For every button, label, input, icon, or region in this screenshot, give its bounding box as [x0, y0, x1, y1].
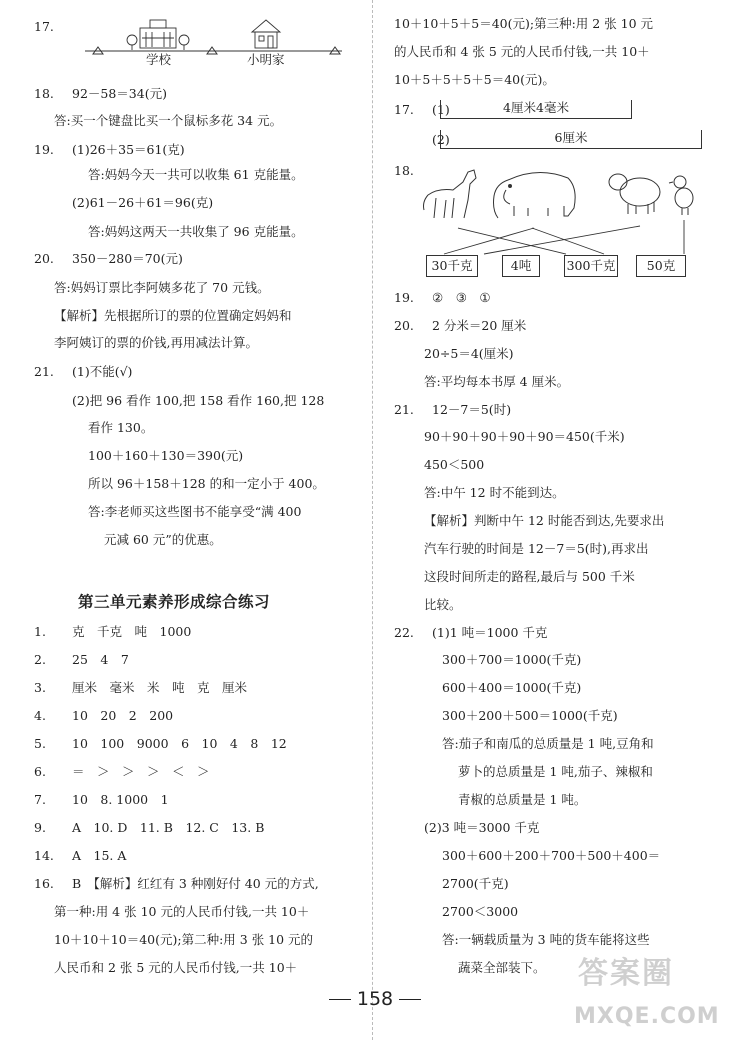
page-dash-left	[329, 999, 351, 1000]
r-q21-line-5: 【解析】判断中午 12 时能否到达,先要求出	[424, 513, 665, 528]
r-q22-line-5: 答:茄子和南瓜的总质量是 1 吨,豆角和	[442, 736, 654, 751]
answer-row	[34, 736, 287, 752]
answer-number: 14.	[34, 848, 54, 863]
segment-1-label: 4厘米4毫米	[503, 100, 569, 115]
r-q21-line-6: 汽车行驶的时间是 12－7＝5(时),再求出	[424, 541, 649, 556]
answer-text: 10 20 2 200	[72, 708, 174, 723]
r-q22-number: 22.	[394, 625, 414, 640]
answer-row	[34, 624, 191, 640]
answer-number: 5.	[34, 736, 46, 751]
watermark-bottom: MXQE.COM	[574, 1004, 720, 1029]
q16-line-3: 10＋10＋10＝40(元);第二种:用 3 张 10 元的	[54, 932, 314, 947]
answer-row	[34, 764, 210, 780]
q17-map-diagram	[80, 14, 350, 74]
r-q22-line-4: 300＋200＋500＝1000(千克)	[442, 708, 618, 723]
answer-row	[34, 848, 126, 864]
r-q21-number: 21.	[394, 402, 414, 417]
q21-line-5: 所以 96＋158＋128 的和一定小于 400。	[88, 476, 325, 491]
q21-line-4: 100＋160＋130＝390(元)	[88, 448, 244, 463]
chick-icon	[669, 176, 693, 215]
q20-line-3: 【解析】先根据所订的票的位置确定妈妈和	[54, 308, 292, 323]
segment-1	[440, 100, 632, 119]
answer-row	[34, 680, 247, 696]
q16-number: 16.	[34, 876, 54, 891]
answer-text: 厘米 毫米 米 吨 克 厘米	[72, 680, 248, 695]
q19-line-3: (2)61－26＋61＝96(克)	[72, 195, 214, 210]
r-q21-line-3: 450＜500	[424, 457, 485, 472]
answer-text: A 10. D 11. B 12. C 13. B	[72, 820, 265, 835]
r-q17-number: 17.	[394, 102, 414, 117]
q18-text-1: 92－58＝34(元)	[72, 86, 167, 101]
r-q21-line-4: 答:中午 12 时不能到达。	[424, 485, 565, 500]
sheep-icon	[609, 174, 660, 214]
q21-text-1: (1)不能(√)	[72, 364, 133, 379]
q20-text-1: 350－280＝70(元)	[72, 251, 183, 266]
r-q22-line-13: 蔬菜全部装下。	[458, 960, 546, 975]
q21-line-7: 元减 60 元”的优惠。	[104, 532, 222, 547]
r-q22-line-9: 300＋600＋200＋700＋500＋400＝	[442, 848, 661, 863]
q19-line-1	[34, 142, 185, 158]
q17-home-label: 小明家	[247, 52, 285, 67]
r-q21-text-1: 12－7＝5(时)	[432, 402, 512, 417]
q19-line-2: 答:妈妈今天一共可以收集 61 克能量。	[88, 167, 304, 182]
q18-line-2: 答:买一个键盘比买一个鼠标多花 34 元。	[54, 113, 283, 128]
r-q20-number: 20.	[394, 318, 414, 333]
q20-line-2: 答:妈妈订票比李阿姨多花了 70 元钱。	[54, 280, 270, 295]
r-q22-line-8: (2)3 吨＝3000 千克	[424, 820, 540, 835]
q16-line-4: 人民币和 2 张 5 元的人民币付钱,一共 10＋	[54, 960, 298, 975]
r-q22-line-11: 2700＜3000	[442, 904, 519, 919]
answer-number: 1.	[34, 624, 46, 639]
answer-row	[34, 708, 173, 724]
page-dash-right	[399, 999, 421, 1000]
r-q21-line-2: 90＋90＋90＋90＋90＝450(千米)	[424, 429, 625, 444]
answer-row	[34, 820, 264, 836]
left-column	[0, 0, 373, 1040]
q21-number: 21.	[34, 364, 54, 379]
answer-text: 10 8. 1000 1	[72, 792, 169, 807]
q16-text-1: B 【解析】红红有 3 种刚好付 40 元的方式,	[72, 876, 319, 891]
r-q19-line	[394, 290, 491, 306]
weight-box: 50克	[636, 255, 686, 277]
q21-line-1	[34, 364, 132, 380]
r-q21-line-8: 比较。	[424, 597, 462, 612]
segment-2-label: 6厘米	[554, 130, 588, 145]
r-q22-line-2: 300＋700＝1000(千克)	[442, 652, 582, 667]
q19-number: 19.	[34, 142, 54, 157]
r-q19-text: ② ③ ①	[432, 290, 491, 305]
q20-line-1	[34, 251, 183, 267]
answer-number: 2.	[34, 652, 46, 667]
q17-number: 17.	[34, 19, 54, 34]
school-icon	[127, 20, 189, 50]
weight-box: 30千克	[426, 255, 478, 277]
q19-text-1: (1)26＋35＝61(克)	[72, 142, 185, 157]
answer-text: 10 100 9000 6 10 4 8 12	[72, 736, 287, 751]
answer-row	[34, 652, 129, 668]
q18-number: 18.	[34, 86, 54, 101]
q21-line-6: 答:李老师买这些图书不能享受“满 400	[88, 504, 302, 519]
r-q20-text-1: 2 分米＝20 厘米	[432, 318, 527, 333]
r-q20-line-3: 答:平均每本书厚 4 厘米。	[424, 374, 570, 389]
answer-text: ＝ ＞ ＞ ＞ ＜ ＞	[72, 764, 210, 779]
q21-line-2: (2)把 96 看作 100,把 158 看作 160,把 128	[72, 393, 325, 408]
r-q17-part-2: (2)	[432, 132, 450, 147]
answer-number: 4.	[34, 708, 46, 723]
r-q22-line-7: 青椒的总质量是 1 吨。	[458, 792, 587, 807]
answer-number: 3.	[34, 680, 46, 695]
q20-number: 20.	[34, 251, 54, 266]
q18-line-1	[34, 86, 167, 102]
r-q22-line-3: 600＋400＝1000(千克)	[442, 680, 582, 695]
q19-line-4: 答:妈妈这两天一共收集了 96 克能量。	[88, 224, 304, 239]
r-q19-number: 19.	[394, 290, 414, 305]
r-q21-line-7: 这段时间所走的路程,最后与 500 千米	[424, 569, 635, 584]
q16-line-1	[34, 876, 319, 892]
weight-box: 300千克	[564, 255, 618, 277]
r-q22-line-10: 2700(千克)	[442, 876, 509, 891]
section-heading: 第三单元素养形成综合练习	[78, 593, 271, 611]
q16-line-2: 第一种:用 4 张 10 元的人民币付钱,一共 10＋	[54, 904, 310, 919]
r-q17-part-1: (1)	[432, 102, 450, 117]
q21-line-3: 看作 130。	[88, 420, 154, 435]
answer-text: 克 千克 吨 1000	[72, 624, 192, 639]
r-q22-line-1	[394, 625, 547, 641]
right-column	[378, 0, 750, 1040]
r-q22-line-6: 萝卜的总质量是 1 吨,茄子、辣椒和	[458, 764, 653, 779]
r-q20-line-1	[394, 318, 526, 334]
answer-number: 9.	[34, 820, 46, 835]
q17-school-label: 学校	[146, 52, 172, 67]
r-q21-line-1	[394, 402, 511, 418]
watermark-top: 答案圈	[578, 956, 674, 991]
answer-text: A 15. A	[72, 848, 127, 863]
r-q22-line-12: 答:一辆载质量为 3 吨的货车能将这些	[442, 932, 650, 947]
page-number-text: 158	[356, 988, 394, 1010]
answer-number: 7.	[34, 792, 46, 807]
elephant-icon	[494, 172, 576, 218]
segment-2	[440, 130, 702, 149]
r-q20-line-2: 20÷5＝4(厘米)	[424, 346, 514, 361]
r-q18-number: 18.	[394, 163, 414, 178]
answer-row	[34, 792, 169, 808]
q16-cont-line-2: 的人民币和 4 张 5 元的人民币付钱,一共 10＋	[394, 44, 650, 59]
horse-icon	[424, 170, 477, 218]
q16-cont-line-1: 10＋10＋5＋5＝40(元);第三种:用 2 张 10 元	[394, 16, 654, 31]
answer-text: 25 4 7	[72, 652, 129, 667]
answer-number: 6.	[34, 764, 46, 779]
q20-line-4: 李阿姨订的票的价钱,再用减法计算。	[54, 335, 258, 350]
q16-cont-line-3: 10＋5＋5＋5＋5＝40(元)。	[394, 72, 555, 87]
weight-box: 4吨	[502, 255, 540, 277]
house-icon	[252, 20, 280, 48]
r-q22-text-1: (1)1 吨＝1000 千克	[432, 625, 548, 640]
